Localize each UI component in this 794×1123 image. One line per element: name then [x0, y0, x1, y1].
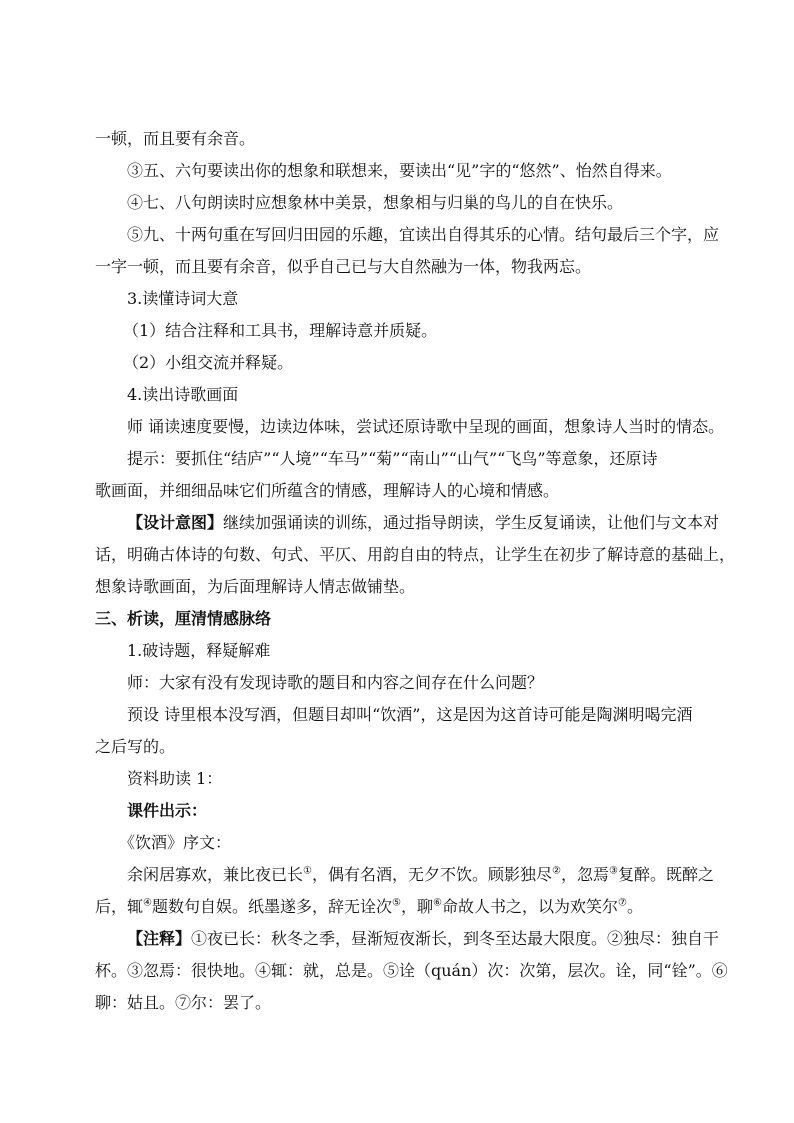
paragraph-line: 一顿，而且要有余音。: [95, 129, 256, 148]
preface-text: 复醉。既醉之: [617, 865, 714, 884]
annotation-label: 【注释】: [127, 929, 192, 948]
footnote-marker: ⑦: [617, 897, 627, 909]
footnote-marker: ⑤: [392, 897, 401, 909]
paragraph-line: ⑤九、十两句重在写回归田园的乐趣，宜读出自得其乐的心情。结句最后三个字，应: [127, 225, 720, 244]
preface-line: [95, 897, 643, 917]
preface-line: [127, 865, 714, 885]
preface-text: 后，辄: [95, 897, 144, 916]
paragraph-line: 想象诗歌画面，为后面理解诗人情志做铺垫。: [95, 577, 416, 596]
design-intent-line: [127, 513, 719, 533]
list-item: （1）结合注释和工具书，理解诗意并质疑。: [123, 321, 438, 340]
subheading: 1.破诗题，释疑解难: [127, 641, 271, 660]
footnote-marker: ③: [608, 865, 618, 877]
paragraph-line: 师 诵读速度要慢，边读边体味，尝试还原诗歌中呈现的画面，想象诗人当时的情态。: [127, 417, 725, 436]
footnote-marker: ①: [303, 865, 312, 877]
annotation-text: ①夜已长：秋冬之季，昼渐短夜渐长，到冬至达最大限度。②独尽：独自干: [191, 929, 720, 948]
design-intent-text: 继续加强诵读的训练，通过指导朗读，学生反复诵读，让他们与文本对: [223, 513, 720, 532]
paragraph-line: 话，明确古体诗的句数、句式、平仄、用韵自由的特点，让学生在初步了解诗意的基础上，: [95, 545, 736, 564]
paragraph-line: 一字一顿，而且要有余音，似乎自己已与大自然融为一体，物我两忘。: [95, 257, 592, 276]
preface-text: ，忽焉: [560, 865, 609, 884]
preface-title: 《饮酒》序文：: [119, 833, 232, 852]
list-item: （2）小组交流并释疑。: [123, 353, 294, 372]
subheading: 3.读懂诗词大意: [127, 289, 239, 308]
paragraph-line: ③五、六句要读出你的想象和联想来，要读出“见”字的“悠然”、怡然自得来。: [127, 161, 672, 180]
courseware-label: 课件出示：: [127, 801, 208, 820]
paragraph-line: 师：大家有没有发现诗歌的题目和内容之间存在什么问题？: [127, 673, 544, 692]
section-heading: 三、析读，厘清情感脉络: [95, 609, 272, 628]
subheading: 4.读出诗歌画面: [127, 385, 239, 404]
preface-text: 余闲居寡欢，兼比夜已长: [127, 865, 304, 884]
footnote-marker: ②: [552, 865, 561, 877]
preface-text: 。: [626, 897, 643, 916]
annotation-line: [127, 929, 719, 949]
paragraph-line: 资料助读 1：: [127, 769, 223, 788]
footnote-marker: ⑥: [432, 897, 442, 909]
paragraph-line: ④七、八句朗读时应想象林中美景，想象相与归巢的鸟儿的自在快乐。: [127, 193, 624, 212]
footnote-marker: ④: [143, 897, 152, 909]
preface-text: 命故人书之，以为欢笑尔: [441, 897, 618, 916]
preface-text: ，聊: [400, 897, 433, 916]
paragraph-line: 预设 诗里根本没写酒，但题目却叫“饮酒”，这是因为这首诗可能是陶渊明喝完酒: [127, 705, 693, 724]
design-intent-label: 【设计意图】: [127, 513, 224, 532]
annotation-line: 聊：姑且。⑦尔：罢了。: [95, 993, 272, 1012]
preface-text: 题数句自娱。纸墨遂多，辞无诠次: [151, 897, 392, 916]
paragraph-line: 提示：要抓住“结庐”“人境”“车马”“菊”“南山”“山气”“飞鸟”等意象，还原诗: [127, 449, 658, 468]
paragraph-line: 歌画面，并细细品味它们所蕴含的情感，理解诗人的心境和情感。: [95, 481, 560, 500]
annotation-line: 杯。③忽焉：很快地。④辄：就，总是。⑤诠（quán）次：次第，层次。诠，同“铨”。⑥: [95, 961, 728, 980]
paragraph-line: 之后写的。: [95, 737, 176, 756]
preface-text: ，偶有名酒，无夕不饮。顾影独尽: [311, 865, 552, 884]
